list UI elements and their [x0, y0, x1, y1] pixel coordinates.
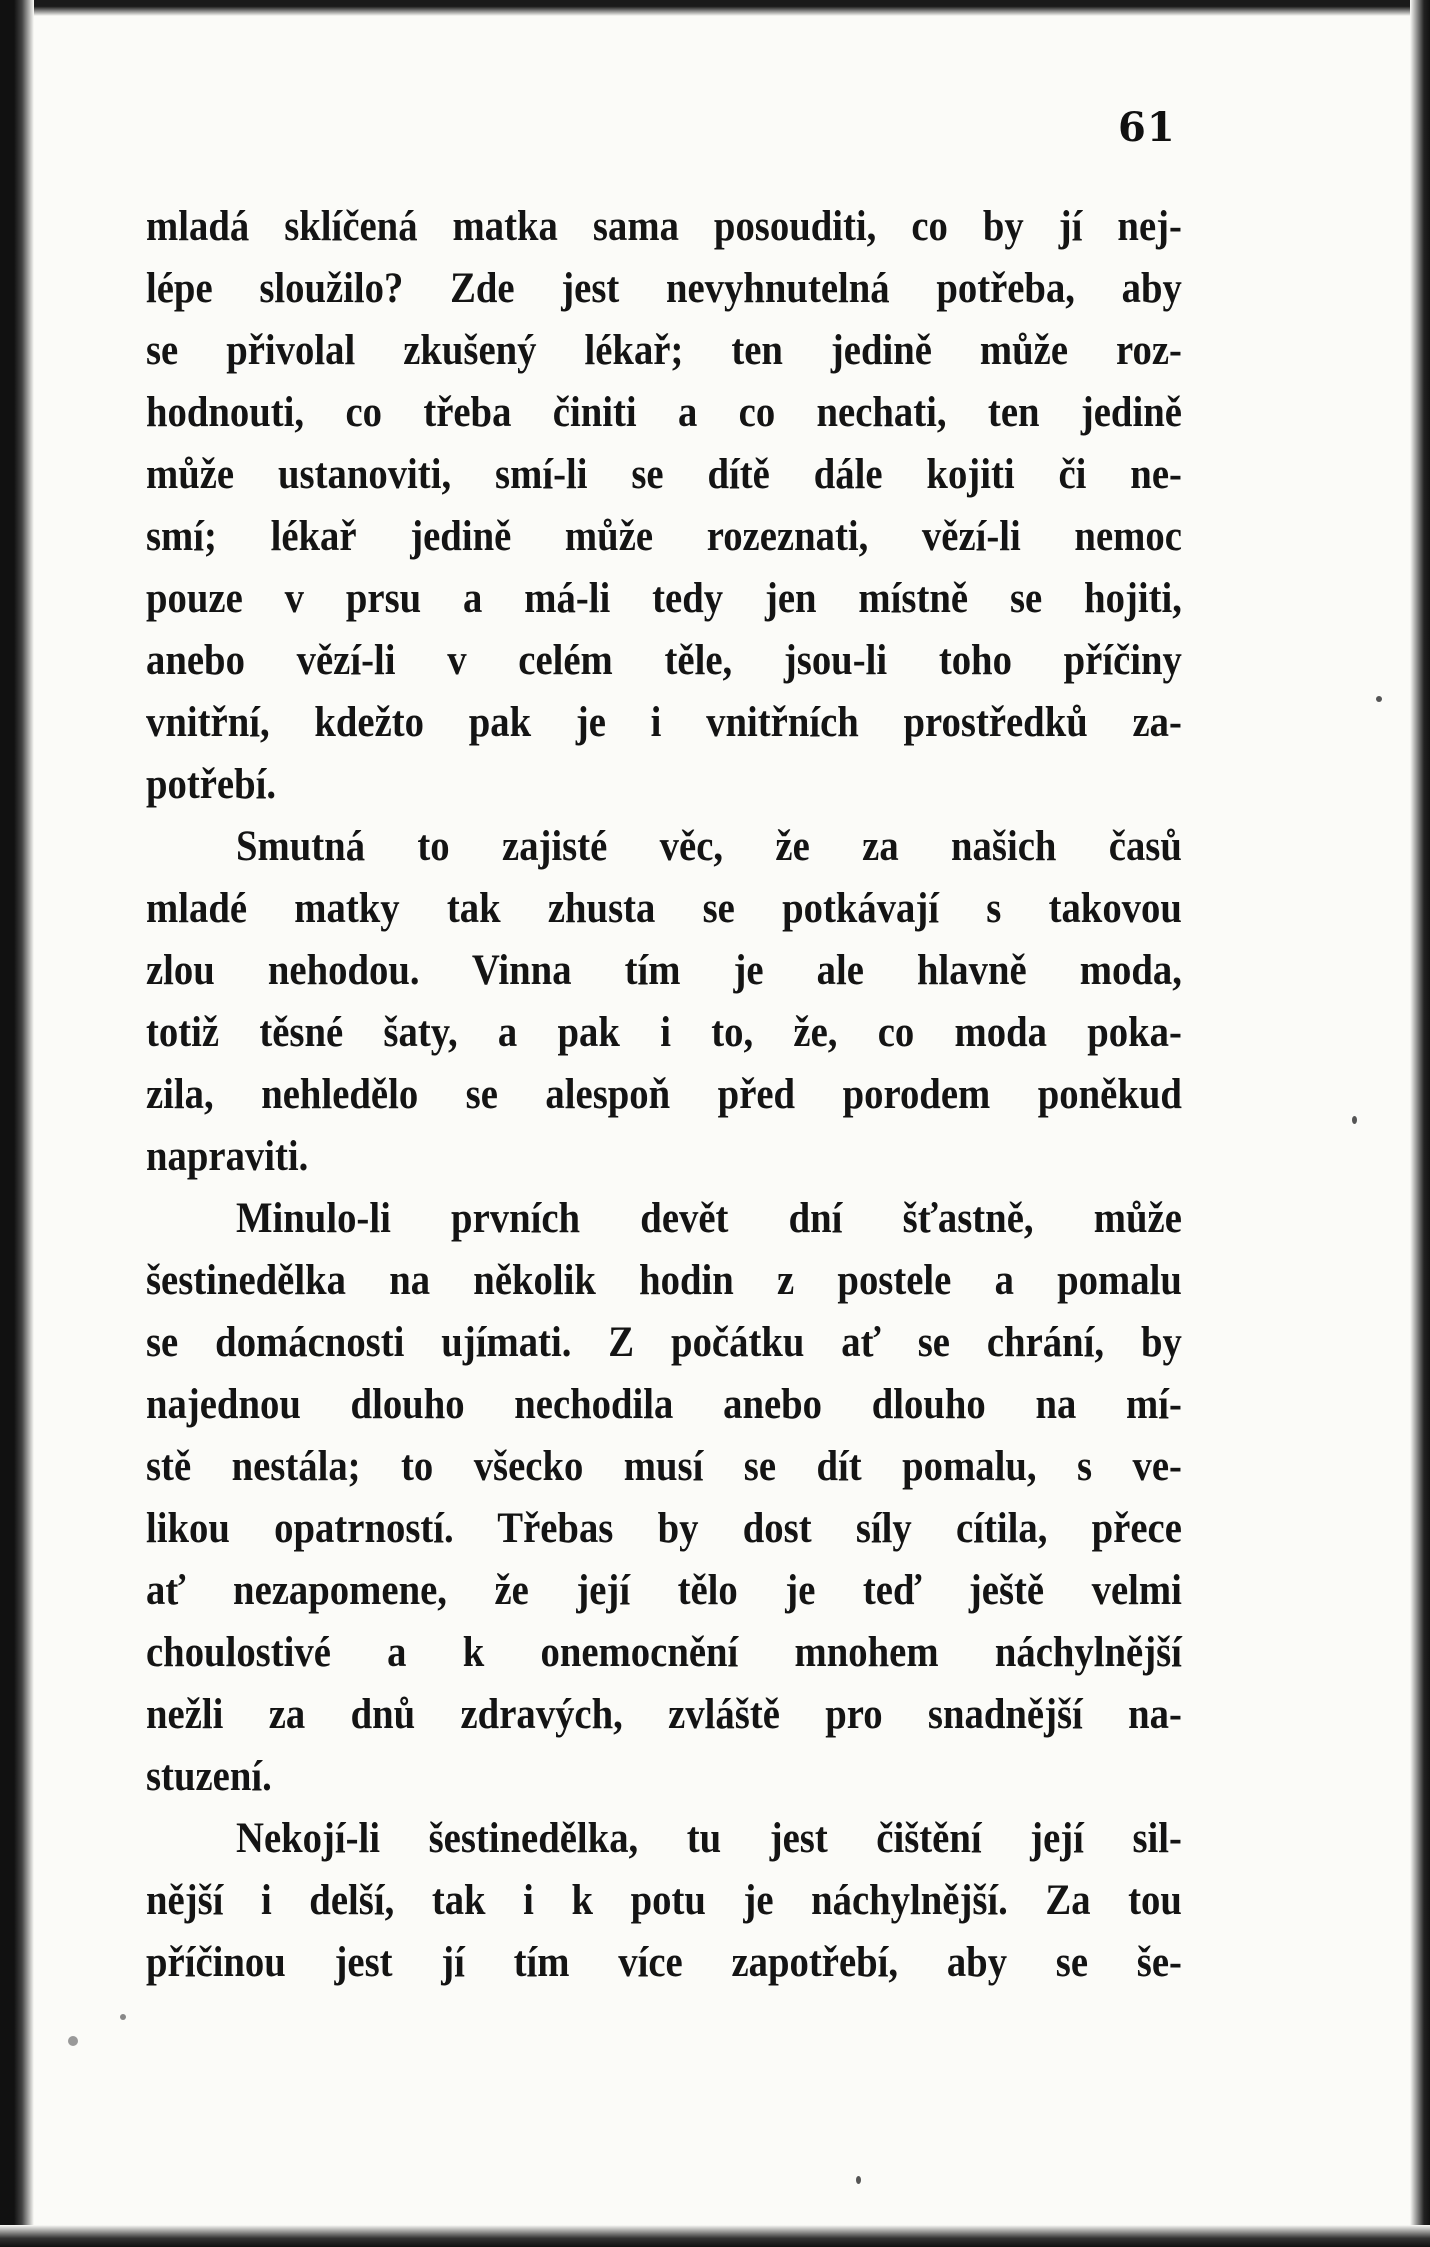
- text-line: totiž těsné šaty, a pak i to, že, co moda poka-: [146, 1009, 1182, 1056]
- text-line: napraviti.: [146, 1133, 309, 1180]
- text-line: stuzení.: [146, 1753, 272, 1800]
- text-line: vnitřní, kdežto pak je i vnitřních prostředků za-: [146, 699, 1182, 746]
- text-line: hodnouti, co třeba činiti a co nechati, ten jedině: [146, 389, 1182, 436]
- text-line: Minulo-li prvních devět dní šťastně, může: [236, 1195, 1182, 1242]
- scan-speck: [120, 2014, 126, 2020]
- text-line: mladé matky tak zhusta se potkávají s takovou: [146, 885, 1182, 932]
- text-line: Smutná to zajisté věc, že za našich časů: [236, 823, 1182, 870]
- text-line: pouze v prsu a má-li tedy jen místně se hojiti,: [146, 575, 1182, 622]
- text-line: Nekojí-li šestinedělka, tu jest čištění její sil-: [236, 1815, 1182, 1862]
- body-text: [146, 196, 1182, 1994]
- text-line: ať nezapomene, že její tělo je teď ještě velmi: [146, 1567, 1182, 1614]
- text-line: nější i delší, tak i k potu je náchylnější. Za tou: [146, 1877, 1182, 1924]
- scan-speck: [68, 2036, 78, 2046]
- page-number: 61: [1118, 104, 1176, 151]
- text-line: choulostivé a k onemocnění mnohem náchylnější: [146, 1629, 1182, 1676]
- text-line: anebo vězí-li v celém těle, jsou-li toho příčiny: [146, 637, 1182, 684]
- text-line: mladá sklíčená matka sama posouditi, co by jí nej-: [146, 203, 1182, 250]
- text-line: potřebí.: [146, 761, 277, 808]
- text-line: nežli za dnů zdravých, zvláště pro snadnější na-: [146, 1691, 1182, 1738]
- text-line: příčinou jest jí tím více zapotřebí, aby se še-: [146, 1939, 1182, 1986]
- text-line: se přivolal zkušený lékař; ten jedině může roz-: [146, 327, 1182, 374]
- text-line: se domácnosti ujímati. Z počátku ať se chrání, by: [146, 1319, 1182, 1366]
- text-line: smí; lékař jedině může rozeznati, vězí-li nemoc: [146, 513, 1182, 560]
- scan-edge-top: [0, 0, 1430, 16]
- text-line: může ustanoviti, smí-li se dítě dále kojiti či ne-: [146, 451, 1182, 498]
- text-line: lépe sloužilo? Zde jest nevyhnutelná potřeba, aby: [146, 265, 1182, 312]
- scan-edge-left: [0, 0, 34, 2247]
- text-line: stě nestála; to všecko musí se dít pomalu, s ve-: [146, 1443, 1182, 1490]
- text-line: zila, nehledělo se alespoň před porodem poněkud: [146, 1071, 1182, 1118]
- scan-speck: [856, 2176, 861, 2184]
- scan-speck: [1376, 696, 1382, 702]
- text-line: zlou nehodou. Vinna tím je ale hlavně moda,: [146, 947, 1182, 994]
- text-line: šestinedělka na několik hodin z postele a pomalu: [146, 1257, 1182, 1304]
- scan-speck: [1352, 1116, 1357, 1124]
- scan-edge-bottom: [0, 2225, 1430, 2247]
- scan-edge-right: [1410, 0, 1430, 2247]
- text-line: likou opatrností. Třebas by dost síly cítila, přece: [146, 1505, 1182, 1552]
- text-line: najednou dlouho nechodila anebo dlouho na mí-: [146, 1381, 1182, 1428]
